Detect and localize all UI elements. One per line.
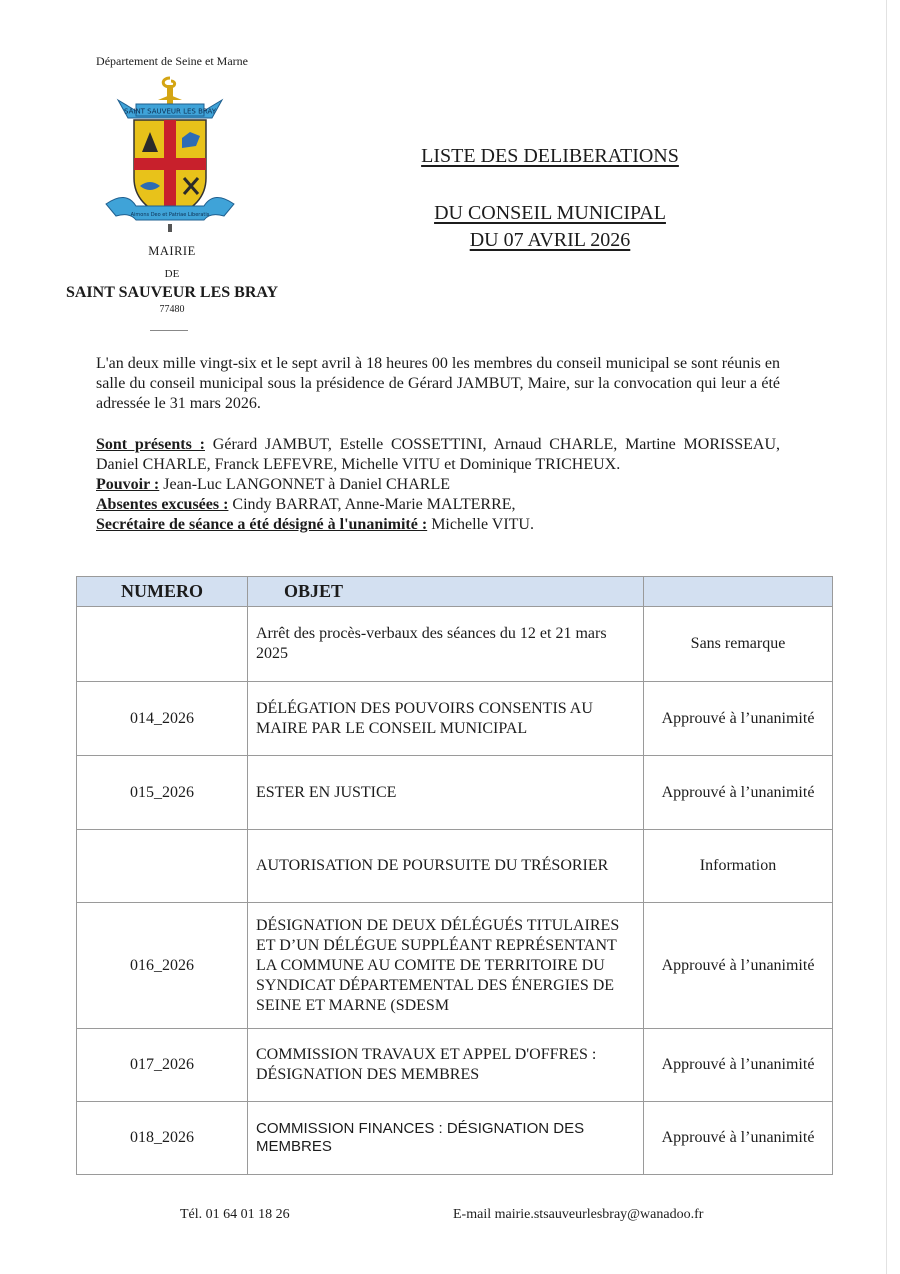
table-row: [77, 756, 833, 830]
attendance-block: [96, 435, 780, 535]
table-header-row: [77, 577, 833, 607]
table-row: [77, 1102, 833, 1175]
secretary-label: Secrétaire de séance a été désigné à l'unanimité :: [96, 516, 428, 533]
present-label: Sont présents :: [96, 436, 205, 453]
header-numero: NUMERO: [77, 577, 248, 607]
title-line-3: DU 07 AVRIL 2026: [469, 229, 631, 251]
row-numero: 017_2026: [77, 1029, 248, 1102]
footer-email: E-mail mairie.stsauveurlesbray@wanadoo.fr: [453, 1207, 704, 1222]
deliberations-table: [76, 576, 833, 1175]
row-objet: DÉSIGNATION DE DEUX DÉLÉGUÉS TITULAIRES ET D’UN DÉLÉGUE SUPPLÉANT REPRÉSENTANT LA COMMUNE AU COMITE DE TERRITOIRE DU SYNDICAT DÉPARTEMENTAL DES ÉNERGIES DE SEINE ET MARNE (SDESM: [248, 903, 644, 1029]
row-numero: 016_2026: [77, 903, 248, 1029]
coat-of-arms: [100, 74, 240, 244]
row-result: Approuvé à l’unanimité: [644, 756, 833, 830]
header-objet: OBJET: [248, 577, 644, 607]
row-objet: DÉLÉGATION DES POUVOIRS CONSENTIS AU MAIRE PAR LE CONSEIL MUNICIPAL: [248, 682, 644, 756]
pouvoir-label: Pouvoir :: [96, 476, 160, 493]
postcode: 77480: [159, 304, 185, 315]
mairie-de-label: DE: [164, 268, 180, 280]
page-edge-line: [886, 0, 887, 1274]
absent-text: Cindy BARRAT, Anne-Marie MALTERRE,: [232, 496, 516, 513]
table-row: [77, 682, 833, 756]
secretary-line: [96, 515, 780, 535]
row-result: Approuvé à l’unanimité: [644, 1029, 833, 1102]
row-objet: COMMISSION FINANCES : DÉSIGNATION DES MEMBRES: [248, 1102, 644, 1175]
commune-name: SAINT SAUVEUR LES BRAY: [65, 284, 279, 301]
row-objet: Arrêt des procès-verbaux des séances du 12 et 21 mars 2025: [248, 607, 644, 682]
table-row: [77, 830, 833, 903]
title-line-1: LISTE DES DELIBERATIONS: [421, 145, 679, 167]
footer-phone: Tél. 01 64 01 18 26: [180, 1207, 290, 1222]
header-result: [644, 577, 833, 607]
crest-banner-bottom: Aimons Deo et Patriae Liberatis: [130, 212, 210, 218]
row-objet: AUTORISATION DE POURSUITE DU TRÉSORIER: [248, 830, 644, 903]
intro-paragraph: L'an deux mille vingt-six et le sept avril à 18 heures 00 les membres du conseil municipal se sont réunis en salle du conseil municipal sous la présidence de Gérard JAMBUT, Maire, sur la convocation qui leur a été adressée le 31 mars 2026.: [96, 355, 780, 412]
row-result: Information: [644, 830, 833, 903]
absent-line: [96, 495, 780, 515]
row-result: Sans remarque: [644, 607, 833, 682]
secretary-text: Michelle VITU.: [431, 516, 534, 533]
row-result: Approuvé à l’unanimité: [644, 682, 833, 756]
row-result: Approuvé à l’unanimité: [644, 1102, 833, 1175]
present-names: Gérard JAMBUT, Estelle COSSETTINI, Arnaud CHARLE, Martine MORISSEAU, Daniel CHARLE, Franck LEFEVRE, Michelle VITU et Dominique TRICHEUX.: [96, 436, 780, 473]
mairie-label: MAIRIE: [148, 244, 196, 258]
table-row: [77, 1029, 833, 1102]
absent-label: Absentes excusées :: [96, 496, 229, 513]
pouvoir-text: Jean-Luc LANGONNET à Daniel CHARLE: [163, 476, 451, 493]
row-numero: [77, 830, 248, 903]
row-numero: 018_2026: [77, 1102, 248, 1175]
title-line-2: DU CONSEIL MUNICIPAL: [434, 202, 666, 224]
table-row: [77, 607, 833, 682]
row-objet: ESTER EN JUSTICE: [248, 756, 644, 830]
department-label: Département de Seine et Marne: [96, 54, 248, 68]
row-numero: 015_2026: [77, 756, 248, 830]
crest-banner-top: SAINT SAUVEUR LES BRAY: [124, 107, 216, 116]
pouvoir-line: [96, 475, 780, 495]
row-objet: COMMISSION TRAVAUX ET APPEL D'OFFRES : DÉSIGNATION DES MEMBRES: [248, 1029, 644, 1102]
header-divider: [150, 330, 188, 331]
present-line: [96, 435, 780, 475]
row-result: Approuvé à l’unanimité: [644, 903, 833, 1029]
row-numero: 014_2026: [77, 682, 248, 756]
table-row: [77, 903, 833, 1029]
row-numero: [77, 607, 248, 682]
